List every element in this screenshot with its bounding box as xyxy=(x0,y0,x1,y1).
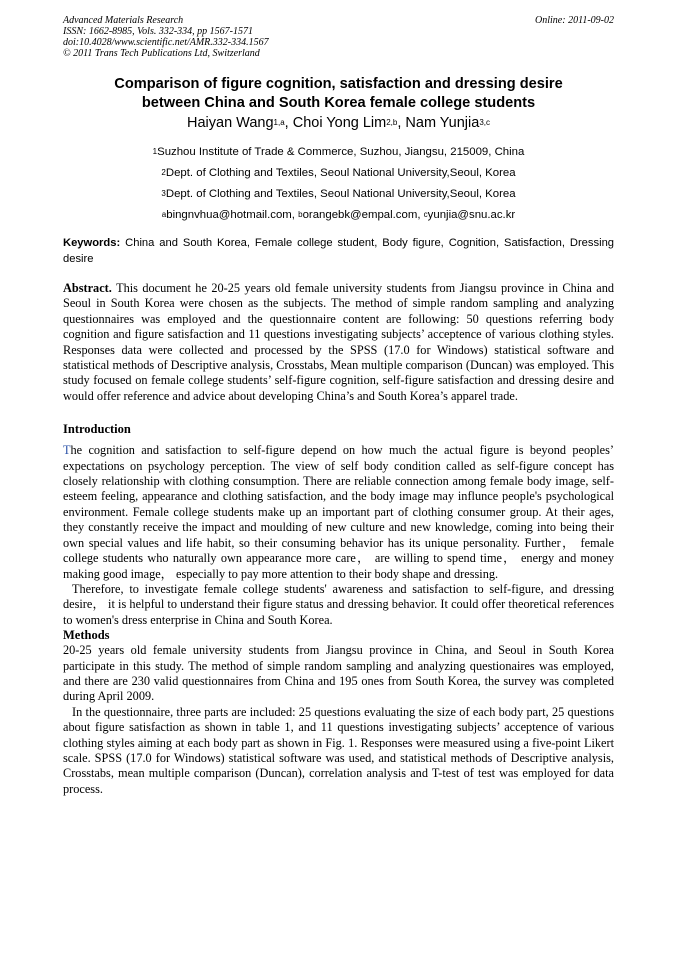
email-text: bingnvhua@hotmail.com, xyxy=(166,209,299,221)
keywords-label: Keywords: xyxy=(63,237,121,249)
abstract-text: This document he 20-25 years old female university students from Jiangsu province in China and Seoul in South Korea were chosen as the subjects. The method of simple random sampling and analyzing questionnaires was employed and the questionnaire content are following: 50 questions referring body cognition and figure satisfaction and 11 questions investigating subjects’ acceptence of various clothing styles. Responses data were collected and processed by the SPSS (17.0 for Windows) statistical software and statistical methods of Descriptive analysis, Crosstabs, Mean multiple comparison (Duncan) was employed. This study focused on female college students’ self-figure cognition, self-figure satisfaction and dressing desire and would offer reference and advice about developing China’s and South Korea’s apparel trade. xyxy=(63,281,614,403)
author-affil-sup: 1,a xyxy=(273,118,285,127)
email-sup: c xyxy=(423,210,428,219)
intro-first-letter: T xyxy=(63,443,71,458)
affiliation-sup: 3 xyxy=(161,189,166,198)
abstract-label: Abstract. xyxy=(63,281,112,295)
author-name: Nam Yunjia xyxy=(405,115,480,131)
email-text: yunjia@snu.ac.kr xyxy=(427,209,516,221)
author-affil-sup: 3,c xyxy=(479,118,490,127)
author-separator: , xyxy=(284,115,293,131)
intro-paragraph-2: Therefore, to investigate female college students' awareness and satisfaction to self-figure, and dressing desire， it is helpful to understand their figure status and dressing behavior. It could offer theoretical references to women's dress enterprise in China and South Korea. xyxy=(63,581,614,627)
email-line xyxy=(63,205,614,226)
intro-paragraph-1-text: he cognition and satisfaction to self-figure depend on how much the actual figure is beyond peoples’ expectations on psychology perception. The view of self body condition called as self-figure concept has closely relationship with clothing consumption. There are reliable connection among female body image, self-esteem feeling, appearance and clothing satisfaction, and the body image may influnce people's psychological environment. Female college students make up an important part of clothing consumer group. At their ages, they constantly receive the impact and moulding of new culture and new knowledge, coming into being their own special values and life habit, so their consuming behavior has its unique personality. Further， female college students who naturally own appearance more care， are willing to spend time， energy and money making good image， especially to pay more attention to their body shape and dressing. xyxy=(63,443,614,581)
section-heading-methods: Methods xyxy=(63,628,110,643)
affiliation-sup: 1 xyxy=(152,147,158,156)
keywords-text: China and South Korea, Female college student, Body figure, Cognition, Satisfaction, Dressing desire xyxy=(63,237,615,265)
affiliation-sup: 2 xyxy=(161,168,166,177)
journal-name: Advanced Materials Research xyxy=(63,15,184,26)
affiliation-text: Suzhou Institute of Trade & Commerce, Suzhou, Jiangsu, 215009, China xyxy=(157,146,525,158)
author-name: Choi Yong Lim xyxy=(292,115,387,131)
doi-line: doi:10.4028/www.scientific.net/AMR.332-334.1567 xyxy=(63,37,269,48)
online-date: Online: 2011-09-02 xyxy=(535,15,614,26)
affiliation-text: Dept. of Clothing and Textiles, Seoul National University,Seoul, Korea xyxy=(165,188,516,200)
abstract xyxy=(63,281,614,404)
journal-header xyxy=(63,15,614,59)
title-line-1: Comparison of figure cognition, satisfaction and dressing desire xyxy=(114,76,563,92)
copyright-line: © 2011 Trans Tech Publications Ltd, Switzerland xyxy=(63,48,260,59)
author-separator: , xyxy=(397,115,406,131)
issn-line: ISSN: 1662-8985, Vols. 332-334, pp 1567-1571 xyxy=(63,26,253,37)
keywords xyxy=(63,236,614,267)
author-list xyxy=(63,114,614,133)
email-sup: a xyxy=(161,210,167,219)
title-line-2: between China and South Korea female college students xyxy=(141,95,536,111)
intro-paragraph-1 xyxy=(63,443,614,582)
methods-paragraph-1: 20-25 years old female university students from Jiangsu province in China, and Seoul in South Korea participate in this study. The method of simple random sampling and analyzing questionaires was employed, and there are 230 valid questionnaires from China and 195 ones from South Korea, the survey was completed during April 2009. xyxy=(63,643,614,704)
methods-paragraph-2: In the questionnaire, three parts are included: 25 questions evaluating the size of each body part, 25 questions about figure satisfaction as shown in table 1, and 11 questions investigating subjects’ acceptence of various clothing styles aiming at each body part as shown in Fig. 1. Responses were measured using a five-point Likert scale. SPSS (17.0 for Windows) statistical software was used, and statistical methods of Descriptive analysis, Crosstabs, mean multiple comparison (Duncan), correlation analysis and T-test of test was employed for data process. xyxy=(63,704,614,796)
section-heading-introduction: Introduction xyxy=(63,422,131,437)
email-text: orangebk@empal.com, xyxy=(302,209,424,221)
email-sup: b xyxy=(298,210,303,219)
affiliation-list xyxy=(63,142,614,226)
affiliation-text: Dept. of Clothing and Textiles, Seoul National University,Seoul, Korea xyxy=(165,167,516,179)
affiliation-1 xyxy=(63,142,614,163)
paper-page xyxy=(63,15,614,797)
paper-title xyxy=(63,75,614,113)
author-name: Haiyan Wang xyxy=(187,115,274,131)
affiliation-3 xyxy=(63,184,614,205)
author-affil-sup: 2,b xyxy=(386,118,398,127)
affiliation-2 xyxy=(63,163,614,184)
